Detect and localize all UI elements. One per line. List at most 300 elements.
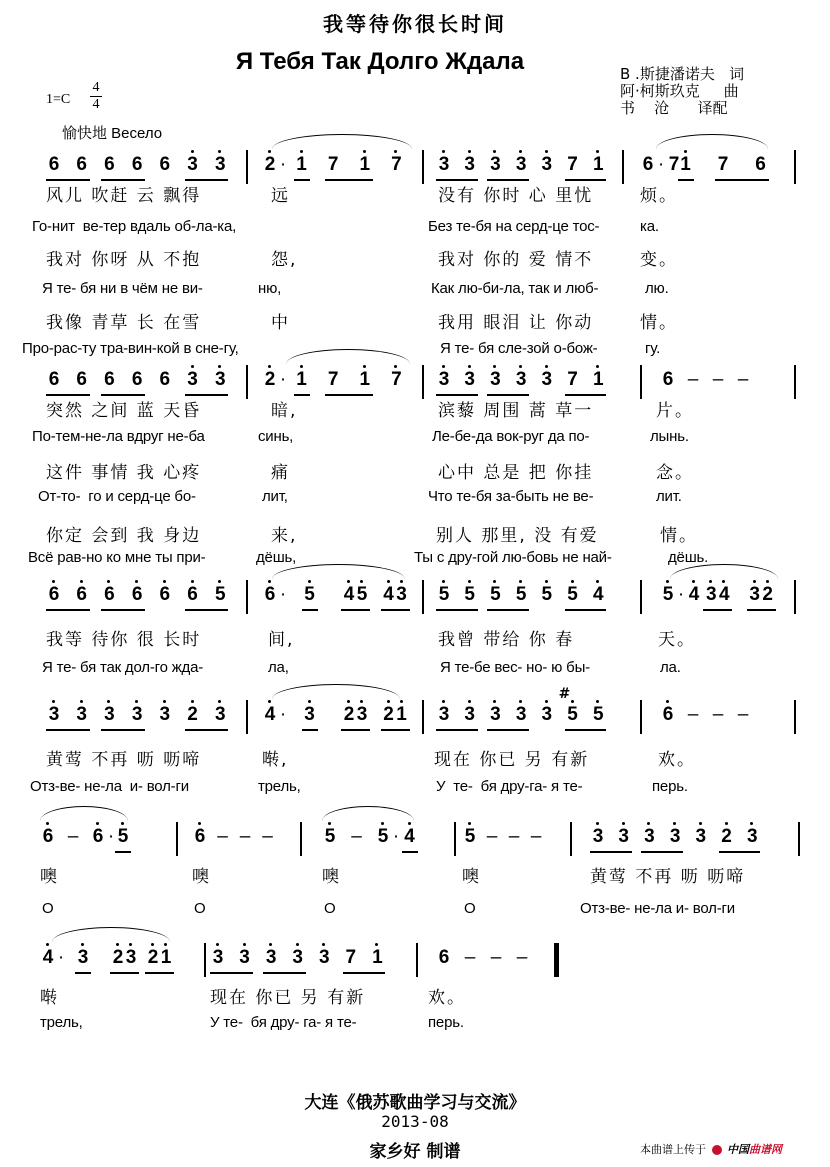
note: 6 (74, 584, 90, 606)
octave-dot-icon (684, 150, 687, 153)
barline (794, 580, 796, 614)
augmentation-dot: · (657, 154, 665, 175)
octave-dot-icon (468, 580, 471, 583)
note: 2 (110, 947, 126, 969)
lyric-ru: Про-рас-ту тра-вин-кой в сне-гу, (22, 340, 239, 357)
octave-dot-icon (442, 365, 445, 368)
lyric-ru: гу. (645, 340, 661, 357)
octave-dot-icon (80, 700, 83, 703)
lyric-ru: ню, (258, 280, 282, 297)
sustain-dash: – (516, 947, 528, 968)
lyric-cn: 片。 (656, 401, 694, 421)
lyric-cn: 现在 你已 另 有新 (434, 750, 590, 770)
lyric-ru: По-тем-не-ла вдруг не-ба (32, 428, 205, 445)
eighth-note-beam (565, 609, 607, 611)
eighth-note-beam (381, 609, 410, 611)
lyric-cn: 烦。 (640, 186, 678, 206)
octave-dot-icon (442, 700, 445, 703)
lyric-cn: 风儿 吹赶 云 飘得 (46, 186, 202, 206)
eighth-note-beam (325, 179, 373, 181)
octave-dot-icon (269, 943, 272, 946)
barline (422, 700, 424, 734)
octave-dot-icon (596, 150, 599, 153)
eighth-note-beam (436, 729, 478, 731)
note: 3 (212, 704, 228, 726)
time-signature (90, 80, 102, 113)
octave-dot-icon (191, 700, 194, 703)
credits (620, 66, 744, 117)
octave-dot-icon (300, 150, 303, 153)
lyric-cn: 这件 事情 我 心疼 (46, 463, 202, 483)
note: 6 (46, 584, 62, 606)
eighth-note-beam (487, 729, 529, 731)
note: 5 (212, 584, 228, 606)
octave-dot-icon (135, 580, 138, 583)
note: 3 (101, 704, 117, 726)
octave-dot-icon (545, 580, 548, 583)
note: 3 (487, 154, 503, 176)
note: 5 (436, 584, 452, 606)
lyric-cn: 天。 (658, 630, 696, 650)
octave-dot-icon (163, 700, 166, 703)
note: 3 (212, 369, 228, 391)
note: 3 (590, 826, 606, 848)
lyric-ru: Без те-бя на серд-це тос- (428, 218, 600, 235)
octave-dot-icon (218, 700, 221, 703)
eighth-note-beam (185, 729, 229, 731)
note: 4 (402, 826, 418, 848)
note: 6 (157, 584, 173, 606)
note: 5 (660, 584, 676, 606)
lyric-ru: ка. (640, 218, 659, 235)
note: 4 (341, 584, 357, 606)
lyric-ru: Я те- бя сле-зой о-бож- (440, 340, 598, 357)
augmentation-dot: · (279, 704, 287, 725)
note: 3 (157, 704, 173, 726)
note: 3 (539, 369, 555, 391)
note: 4 (262, 704, 278, 726)
time-signature-top: 4 (92, 80, 100, 95)
site-name[interactable]: 中国曲谱网 (727, 1143, 782, 1156)
upload-note: 本曲谱上传于 (640, 1143, 706, 1156)
lyric-ru: Я те- бя ни в чём не ви- (42, 280, 203, 297)
lyric-cn: 欢。 (658, 750, 696, 770)
slur-tie (322, 806, 414, 821)
eighth-note-beam (343, 972, 386, 974)
lyric-cn: 我用 眼泪 让 你动 (438, 313, 594, 333)
octave-dot-icon (493, 365, 496, 368)
note: 5 (302, 584, 318, 606)
note: 5 (115, 826, 131, 848)
octave-dot-icon (121, 822, 124, 825)
barline (422, 365, 424, 399)
lyric-cn: 我曾 带给 你 春 (438, 630, 575, 650)
octave-dot-icon (363, 365, 366, 368)
octave-dot-icon (80, 580, 83, 583)
credit-composer: 阿·柯斯玖克 曲 (620, 82, 739, 100)
note: 6 (192, 826, 208, 848)
lyric-cn: 我等 待你 很 长时 (46, 630, 202, 650)
sustain-dash: – (737, 704, 749, 725)
eighth-note-beam (302, 609, 318, 611)
eighth-note-beam (263, 972, 306, 974)
note: 1 (590, 154, 606, 176)
augmentation-dot: · (279, 369, 287, 390)
octave-dot-icon (468, 150, 471, 153)
octave-dot-icon (107, 700, 110, 703)
note: 2 (262, 369, 278, 391)
octave-dot-icon (46, 943, 49, 946)
note: 3 (354, 704, 370, 726)
note: 4 (40, 947, 56, 969)
note: 7 (567, 154, 578, 175)
sustain-dash: – (737, 369, 749, 390)
lyric-ru: У те- бя дру-га- я те- (436, 778, 583, 795)
note: 1 (158, 947, 174, 969)
sustain-dash: – (508, 826, 520, 847)
note: 2 (145, 947, 161, 969)
barline (416, 943, 418, 977)
octave-dot-icon (116, 943, 119, 946)
octave-dot-icon (750, 822, 753, 825)
credit-lyricist: В .斯捷潘诺夫 词 (620, 65, 745, 83)
lyric-ru: Го-нит ве-тер вдаль об-ла-ка, (32, 218, 237, 235)
barline (794, 150, 796, 184)
lyric-cn: 我对 你呀 从 不抱 (46, 250, 202, 270)
octave-dot-icon (493, 150, 496, 153)
note: 3 (436, 704, 452, 726)
octave-dot-icon (218, 365, 221, 368)
note: 3 (212, 154, 228, 176)
lyric-cn: 来, (271, 526, 298, 546)
slur-tie (272, 564, 405, 579)
note: 4 (381, 584, 397, 606)
barline (246, 700, 248, 734)
note: 3 (513, 154, 529, 176)
note: 6 (131, 154, 143, 175)
note: 3 (74, 704, 90, 726)
note: 3 (744, 826, 760, 848)
eighth-note-beam (487, 609, 529, 611)
barline (300, 822, 302, 856)
note: 3 (667, 826, 683, 848)
octave-dot-icon (216, 943, 219, 946)
octave-dot-icon (766, 580, 769, 583)
eighth-note-beam (46, 729, 90, 731)
octave-dot-icon (268, 700, 271, 703)
footer-date: 2013-08 (381, 1112, 449, 1131)
octave-dot-icon (468, 822, 471, 825)
octave-dot-icon (709, 580, 712, 583)
barline (454, 822, 456, 856)
note: 6 (660, 704, 676, 726)
octave-dot-icon (81, 943, 84, 946)
lyric-ru: лю. (645, 280, 669, 297)
lyric-cn: 啭 (40, 988, 59, 1008)
octave-dot-icon (375, 943, 378, 946)
barline (422, 150, 424, 184)
lyric-cn: 痛 (271, 463, 290, 483)
octave-dot-icon (387, 580, 390, 583)
key-signature: 1=C (46, 92, 71, 107)
note: 6 (642, 154, 654, 175)
augmentation-dot: · (57, 947, 65, 968)
eighth-note-beam (641, 851, 683, 853)
eighth-note-beam (590, 851, 632, 853)
note: 1 (369, 947, 385, 969)
lyric-ru: дёшь. (668, 549, 709, 566)
octave-dot-icon (268, 580, 271, 583)
note: 5 (487, 584, 503, 606)
octave-dot-icon (107, 580, 110, 583)
note: 7 (345, 947, 357, 968)
octave-dot-icon (363, 150, 366, 153)
octave-dot-icon (347, 580, 350, 583)
lyric-cn: 黄莺 不再 呖 呖啼 (590, 867, 746, 887)
sustain-dash: – (486, 826, 498, 847)
lyric-ru: перь. (652, 778, 688, 795)
footer-author: 家乡好 制谱 (369, 1142, 461, 1162)
note: 7 (388, 154, 404, 176)
note: 6 (129, 584, 145, 606)
slur-tie (52, 927, 170, 942)
staff-line-5 (0, 822, 830, 862)
note: 7 (668, 154, 680, 175)
eighth-note-beam (715, 179, 769, 181)
augmentation-dot: · (677, 584, 685, 605)
note: 7 (327, 369, 339, 390)
sustain-dash: – (351, 826, 362, 847)
octave-dot-icon (135, 700, 138, 703)
octave-dot-icon (442, 150, 445, 153)
sustain-dash: – (687, 369, 699, 390)
octave-dot-icon (52, 580, 55, 583)
note: 3 (487, 369, 503, 391)
octave-dot-icon (191, 365, 194, 368)
octave-dot-icon (164, 943, 167, 946)
note: 6 (48, 369, 60, 390)
octave-dot-icon (360, 580, 363, 583)
note: 5 (513, 584, 529, 606)
lyric-cn: 滨藜 周围 蒿 草一 (438, 401, 594, 421)
staff-line-3 (0, 580, 830, 620)
lyric-cn: 暗, (271, 401, 298, 421)
time-signature-bottom: 4 (90, 96, 102, 113)
octave-dot-icon (725, 822, 728, 825)
sharp-accidental-icon: # (558, 686, 571, 702)
eighth-note-beam (185, 609, 229, 611)
final-barline (554, 943, 559, 977)
octave-dot-icon (408, 822, 411, 825)
note: 2 (341, 704, 357, 726)
barline (204, 943, 206, 977)
note: 4 (686, 584, 702, 606)
note: 6 (185, 584, 201, 606)
octave-dot-icon (699, 822, 702, 825)
note: 6 (159, 154, 171, 175)
octave-dot-icon (468, 700, 471, 703)
note: 2 (262, 154, 278, 176)
lyric-cn: 念。 (656, 463, 694, 483)
sustain-dash: – (239, 826, 251, 847)
note: 3 (513, 704, 529, 726)
lyric-ru: У те- бя дру- га- я те- (210, 1014, 357, 1031)
tempo-marking: 愉快地 Весело (62, 125, 163, 142)
barline (246, 150, 248, 184)
lyric-cn: 远 (271, 186, 290, 206)
lyric-cn: 你定 会到 我 身边 (46, 526, 202, 546)
note: 1 (678, 154, 694, 176)
eighth-note-beam (145, 972, 174, 974)
lyric-ru: перь. (428, 1014, 464, 1031)
note: 7 (567, 369, 578, 390)
note: 3 (394, 584, 410, 606)
note: 3 (641, 826, 657, 848)
note: 3 (436, 369, 452, 391)
lyric-ru: дёшь, (256, 549, 297, 566)
octave-dot-icon (493, 580, 496, 583)
lyric-cn: 现在 你已 另 有新 (210, 988, 366, 1008)
octave-dot-icon (673, 822, 676, 825)
octave-dot-icon (129, 943, 132, 946)
lyric-ru: ла. (660, 659, 681, 676)
note: 1 (294, 369, 310, 391)
note: 3 (539, 704, 555, 726)
note: 3 (436, 154, 452, 176)
lyric-cn: 突然 之间 蓝 天昏 (46, 401, 202, 421)
sustain-dash: – (217, 826, 228, 847)
eighth-note-beam (719, 851, 761, 853)
octave-dot-icon (218, 150, 221, 153)
note: 5 (565, 704, 581, 726)
eighth-note-beam (302, 729, 318, 731)
note: 6 (101, 584, 117, 606)
eighth-note-beam (101, 609, 145, 611)
note: 1 (357, 154, 373, 176)
barline (570, 822, 572, 856)
barline (798, 822, 800, 856)
barline (246, 580, 248, 614)
note: 3 (290, 947, 306, 969)
note: 6 (48, 154, 60, 175)
eighth-note-beam (325, 394, 373, 396)
note: 3 (539, 154, 555, 176)
eighth-note-beam (402, 851, 418, 853)
octave-dot-icon (622, 822, 625, 825)
lyric-cn: 噢 (322, 867, 341, 887)
note: 2 (760, 584, 776, 606)
octave-dot-icon (198, 822, 201, 825)
note: 3 (46, 704, 62, 726)
octave-dot-icon (191, 580, 194, 583)
octave-dot-icon (347, 700, 350, 703)
octave-dot-icon (468, 365, 471, 368)
octave-dot-icon (322, 943, 325, 946)
note: 1 (394, 704, 410, 726)
note: 5 (322, 826, 338, 848)
note: 3 (703, 584, 719, 606)
octave-dot-icon (571, 580, 574, 583)
note: 3 (185, 154, 201, 176)
note: 6 (76, 369, 87, 390)
lyric-ru: синь, (258, 428, 294, 445)
note: 3 (210, 947, 226, 969)
octave-dot-icon (493, 700, 496, 703)
note: 3 (123, 947, 139, 969)
note: 3 (185, 369, 201, 391)
lyric-ru: лынь. (650, 428, 689, 445)
lyric-ru: Ты с дру-гой лю-бовь не най- (414, 549, 612, 566)
note: 3 (462, 704, 478, 726)
eighth-note-beam (341, 609, 370, 611)
lyric-cn: 噢 (40, 867, 59, 887)
note: 3 (129, 704, 145, 726)
note: 3 (616, 826, 632, 848)
eighth-note-beam (46, 609, 90, 611)
note: 3 (747, 584, 763, 606)
note: 6 (755, 154, 766, 175)
lyric-cn: 欢。 (428, 988, 466, 1008)
note: 6 (104, 154, 115, 175)
slur-tie (286, 349, 410, 364)
note: 6 (40, 826, 56, 848)
eighth-note-beam (678, 179, 694, 181)
eighth-note-beam (747, 609, 776, 611)
eighth-note-beam (565, 729, 607, 731)
note: 6 (262, 584, 278, 606)
lyric-cn: 情。 (640, 313, 678, 333)
note: 3 (462, 154, 478, 176)
barline (640, 365, 642, 399)
lyric-ru: Я те- бя так дол-го жда- (42, 659, 204, 676)
note: 3 (263, 947, 279, 969)
slur-tie (272, 684, 400, 699)
sustain-dash: – (464, 947, 476, 968)
eighth-note-beam (341, 729, 370, 731)
note: 3 (462, 369, 478, 391)
barline (640, 700, 642, 734)
note: 6 (159, 369, 171, 390)
lyric-ru: Ле-бе-да вок-руг да по- (432, 428, 590, 445)
lyric-ru: ла, (268, 659, 289, 676)
augmentation-dot: · (392, 826, 400, 847)
barline (422, 580, 424, 614)
note: 5 (462, 584, 478, 606)
octave-dot-icon (722, 580, 725, 583)
augmentation-dot: · (279, 154, 287, 175)
eighth-note-beam (115, 851, 131, 853)
lyric-ru: О (464, 900, 476, 917)
note: 7 (388, 369, 404, 391)
footer-upload-source (640, 1141, 782, 1157)
note: 7 (717, 154, 729, 175)
lyric-cn: 黄莺 不再 呖 呖啼 (46, 750, 202, 770)
lyric-cn: 情。 (660, 526, 698, 546)
note: 3 (75, 947, 91, 969)
octave-dot-icon (519, 365, 522, 368)
note: 3 (316, 947, 332, 969)
lyric-cn: 没有 你时 心 里忧 (438, 186, 594, 206)
note: 5 (590, 704, 606, 726)
slur-tie (656, 134, 768, 149)
lyric-ru: От-то- го и серд-це бо- (38, 488, 196, 505)
lyric-cn: 噢 (462, 867, 481, 887)
note: 6 (90, 826, 106, 848)
note: 6 (104, 369, 115, 390)
octave-dot-icon (308, 580, 311, 583)
lyric-ru: Что те-бя за-быть не ве- (428, 488, 594, 505)
octave-dot-icon (328, 822, 331, 825)
